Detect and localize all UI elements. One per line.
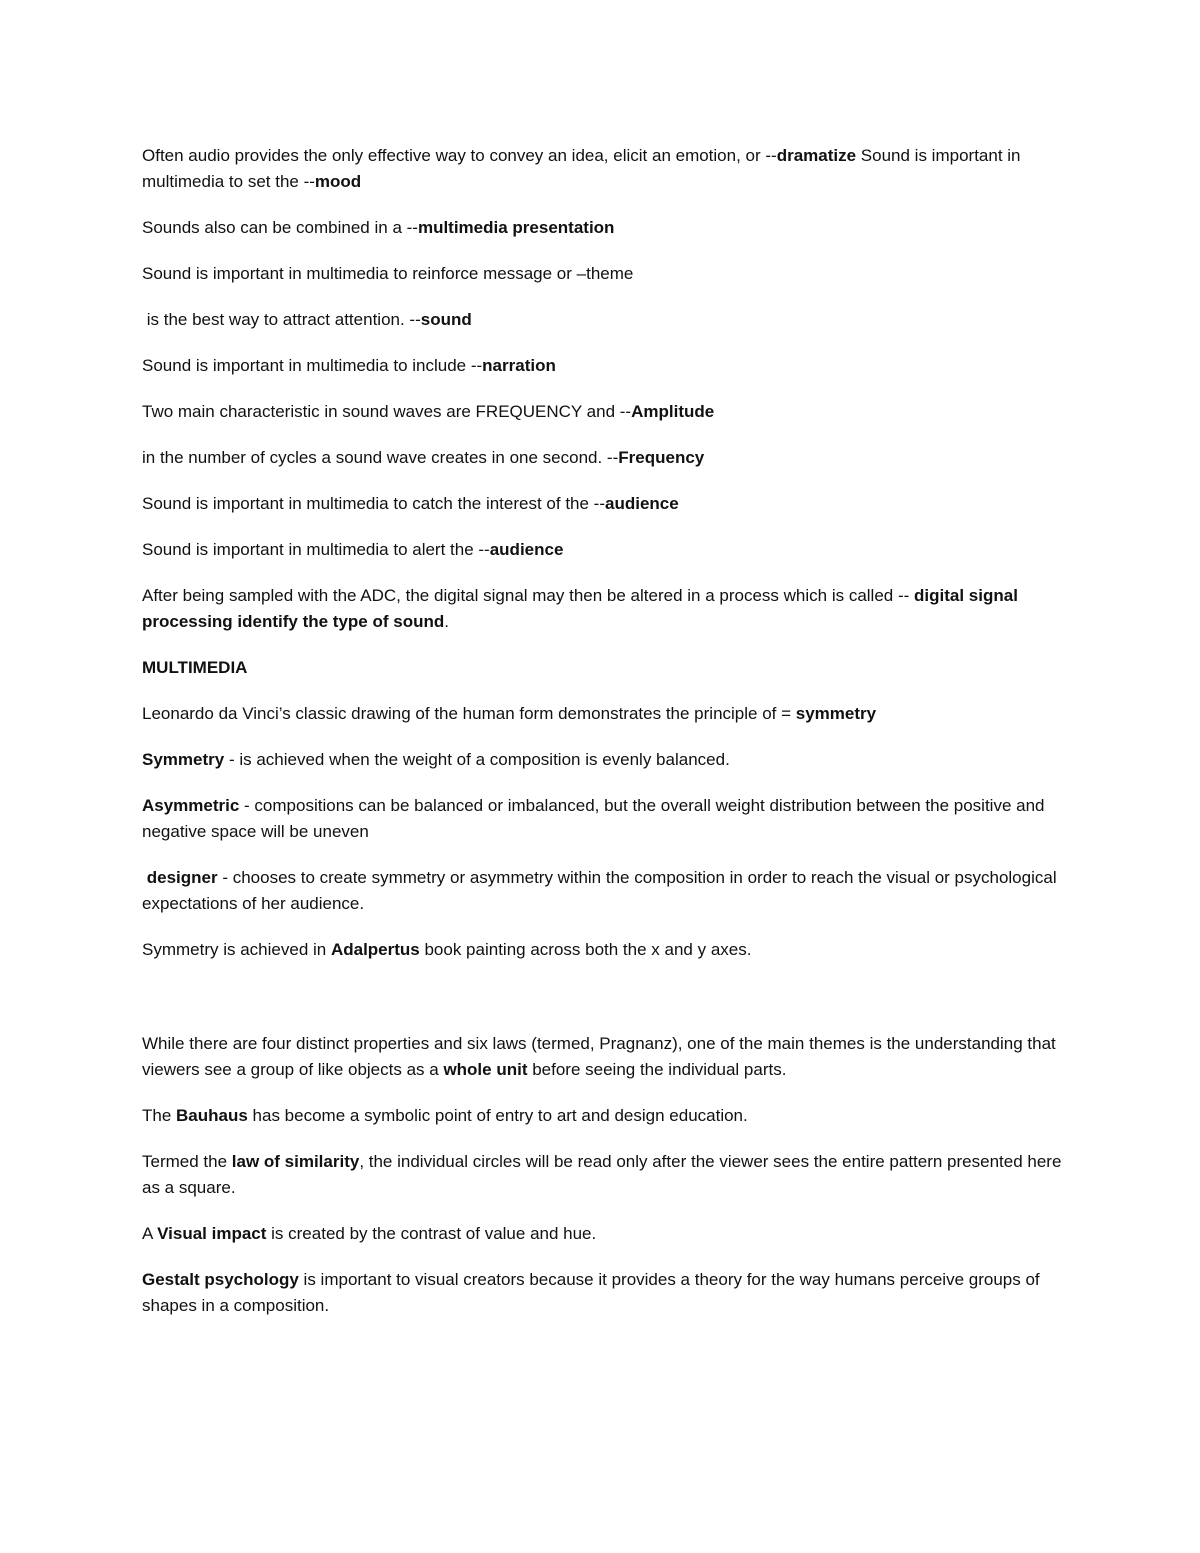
text: Termed the: [142, 1152, 232, 1171]
answer-multimedia-presentation: multimedia presentation: [417, 218, 615, 237]
text: After being sampled with the ADC, the digital signal may then be altered in a process which is called --: [142, 586, 915, 605]
paragraph-narration: [142, 353, 1072, 379]
paragraph-alert: [142, 537, 1072, 563]
paragraph-asymmetric: [142, 793, 1072, 845]
text: Sounds also can be combined in a --: [142, 218, 418, 237]
text: has become a symbolic point of entry to art and design education.: [247, 1106, 748, 1125]
text: - chooses to create symmetry or asymmetry within the composition in order to reach the visual or psychological expectations of her audience.: [142, 868, 1057, 913]
answer-amplitude: Amplitude: [631, 402, 715, 421]
text: Sound is important in multimedia to catch the interest of the --: [142, 494, 606, 513]
text: is the best way to attract attention. --: [142, 310, 421, 329]
answer-sound: sound: [420, 310, 472, 329]
text: - compositions can be balanced or imbalanced, but the overall weight distribution between the positive and negative space will be uneven: [142, 796, 1045, 841]
paragraph-adalpertus: [142, 937, 1072, 963]
term-whole-unit: whole unit: [443, 1060, 528, 1079]
text: While there are four distinct properties and six laws (termed, Pragnanz), one of the main themes is the understanding that viewers see a group of like objects as a: [142, 1034, 1056, 1079]
text: before seeing the individual parts.: [527, 1060, 787, 1079]
paragraph-attract-attention: [142, 307, 1072, 333]
text: book painting across both the x and y axes.: [419, 940, 752, 959]
answer-symmetry: symmetry: [795, 704, 877, 723]
paragraph-adc: [142, 583, 1072, 635]
term-gestalt-psychology: Gestalt psychology: [142, 1270, 299, 1289]
term-bauhaus: Bauhaus: [176, 1106, 248, 1125]
term-symmetry: Symmetry: [142, 750, 225, 769]
paragraph-da-vinci: [142, 701, 1072, 727]
text: is created by the contrast of value and hue.: [266, 1224, 597, 1243]
term-asymmetric: Asymmetric: [142, 796, 240, 815]
term-law-of-similarity: law of similarity: [231, 1152, 360, 1171]
paragraph-bauhaus: [142, 1103, 1072, 1129]
text: A: [142, 1224, 158, 1243]
paragraph-gestalt-laws: [142, 1031, 1072, 1083]
answer-mood: mood: [314, 172, 362, 191]
answer-frequency: Frequency: [618, 448, 705, 467]
text: , the individual circles will be read only after the viewer sees the entire pattern presented here as a square.: [142, 1152, 1062, 1197]
answer-narration: narration: [482, 356, 556, 375]
text: Sound is important in multimedia to alert the --: [142, 540, 490, 559]
answer-dramatize: dramatize: [776, 146, 857, 165]
term-designer: designer: [146, 868, 218, 887]
text: Leonardo da Vinci’s classic drawing of the human form demonstrates the principle of =: [142, 704, 796, 723]
text: Sound is important in multimedia to reinforce message or –theme: [142, 264, 634, 283]
answer-digital-signal-processing: digital signal processing identify the type of sound: [142, 586, 1018, 631]
text: .: [444, 612, 449, 631]
paragraph-designer: [142, 865, 1072, 917]
term-adalpertus: Adalpertus: [330, 940, 420, 959]
paragraph-visual-impact: [142, 1221, 1072, 1247]
paragraph-gestalt-psychology: [142, 1267, 1072, 1319]
paragraph-cycles: [142, 445, 1072, 471]
text: Symmetry is achieved in: [142, 940, 331, 959]
text: Sound is important in multimedia to include --: [142, 356, 483, 375]
term-visual-impact: Visual impact: [157, 1224, 267, 1243]
text: Sound is important in multimedia to set the --: [142, 146, 1021, 191]
paragraph-catch-interest: [142, 491, 1072, 517]
text: The: [142, 1106, 177, 1125]
document-body: [142, 143, 1072, 1339]
paragraph-characteristics: [142, 399, 1072, 425]
answer-audience: audience: [605, 494, 679, 513]
text: is important to visual creators because it provides a theory for the way humans perceive groups of shapes in a composition.: [142, 1270, 1040, 1315]
text: Often audio provides the only effective way to convey an idea, elicit an emotion, or --: [142, 146, 777, 165]
text: - is achieved when the weight of a composition is evenly balanced.: [224, 750, 730, 769]
section-heading: MULTIMEDIA: [142, 658, 248, 677]
paragraph-reinforce: [142, 261, 1072, 287]
text: Two main characteristic in sound waves are FREQUENCY and --: [142, 402, 632, 421]
paragraph-similarity: [142, 1149, 1072, 1201]
text: in the number of cycles a sound wave creates in one second. --: [142, 448, 619, 467]
answer-audience: audience: [489, 540, 564, 559]
paragraph-combined: [142, 215, 1072, 241]
paragraph-audio-convey: [142, 143, 1072, 195]
paragraph-symmetry: [142, 747, 1072, 773]
